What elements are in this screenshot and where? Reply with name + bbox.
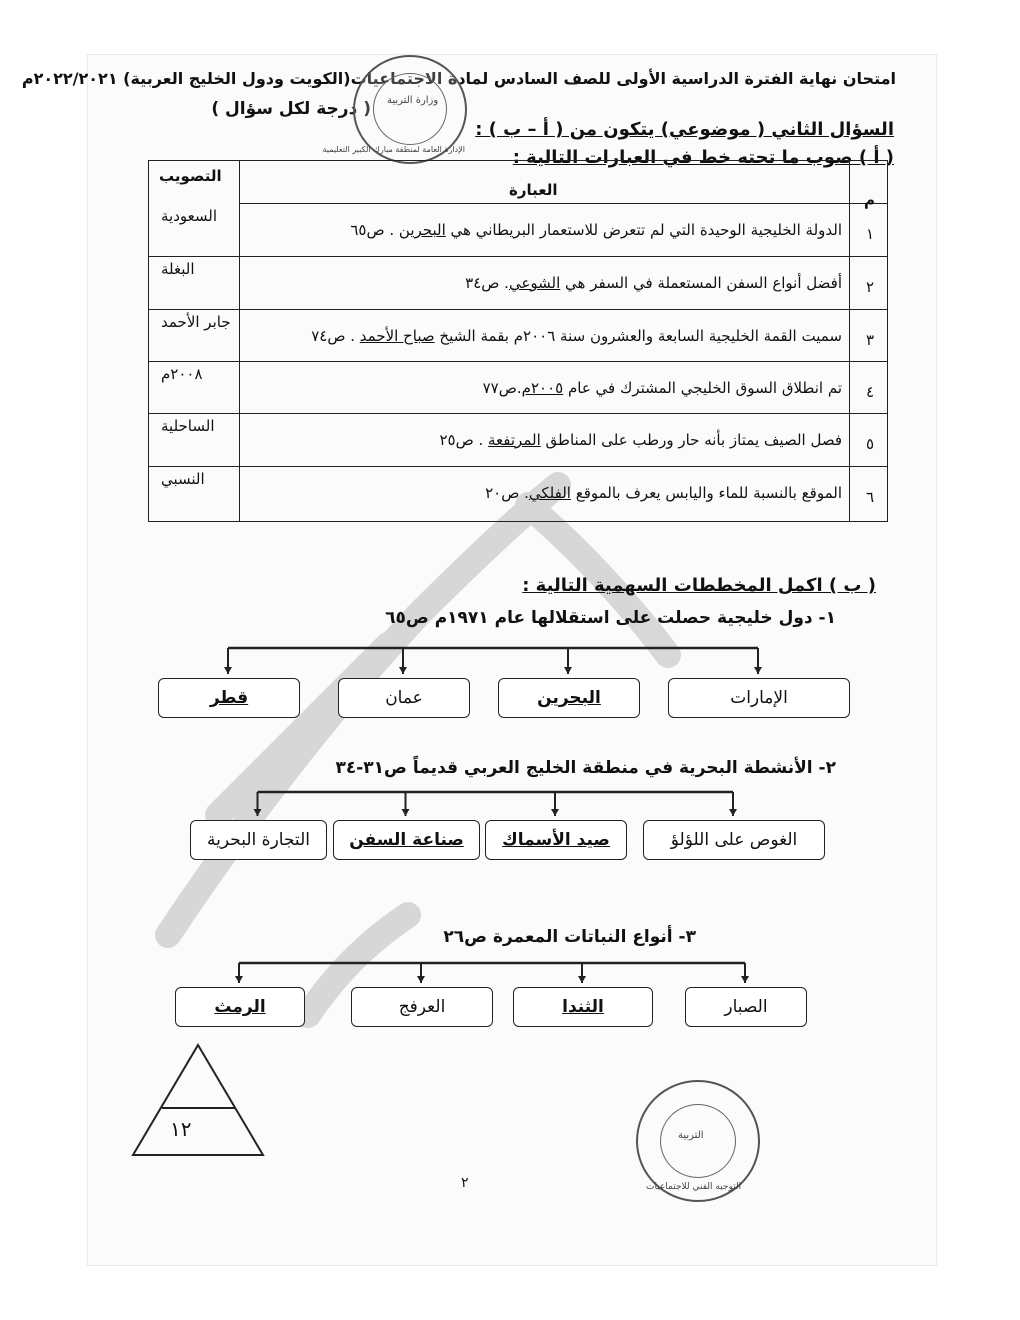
school-stamp-top: وزارة التربية الإدارة العامة لمنطقة مبارك الكبير التعليمية [353, 55, 467, 164]
row-correction: السعودية [161, 207, 218, 225]
row-correction: الساحلية [161, 417, 215, 435]
diagram-box: العرفج [351, 987, 493, 1027]
school-stamp-bottom: التربية التوجيه الفني للاجتماعيات [636, 1080, 760, 1202]
underlined-term: المرتفعة [488, 431, 541, 449]
underlined-term: البحرين [398, 221, 446, 239]
diagram-box: التجارة البحرية [190, 820, 327, 860]
col-header-statement: العبارة [509, 181, 558, 199]
diagram-box: صناعة السفن [333, 820, 480, 860]
page-number: ٢ [461, 1175, 469, 1191]
corrections-table [148, 160, 888, 522]
row-statement: الموقع بالنسبة للماء واليابس يعرف بالموقع الفلكي. ص٢٠ [485, 484, 842, 502]
diagram-box: الرمث [175, 987, 305, 1027]
row-correction: البغلة [161, 260, 195, 278]
row-correction: ٢٠٠٨م [161, 365, 203, 383]
row-correction: النسبي [161, 470, 205, 488]
diagram-box: قطر [158, 678, 300, 718]
row-correction: جابر الأحمد [161, 313, 231, 331]
underlined-term: الشوعي [508, 274, 561, 292]
underlined-term: ٢٠٠٥م [521, 379, 564, 397]
row-statement: سميت القمة الخليجية السابعة والعشرون سنة ٢٠٠٦م بقمة الشيخ صباح الأحمد . ص٧٤ [311, 327, 842, 345]
question-heading: السؤال الثاني ( موضوعي) يتكون من ( أ – ب ) : [475, 119, 894, 140]
row-number: ٢ [866, 278, 875, 296]
diagram-title: ٣- أنواع النباتات المعمرة ص٢٦ [443, 927, 696, 947]
exam-page [21, 55, 936, 1265]
row-number: ٦ [866, 488, 875, 506]
row-statement: فصل الصيف يمتاز بأنه حار ورطب على المناطق المرتفعة . ص٢٥ [439, 431, 842, 449]
diagram-box: الغوص على اللؤلؤ [643, 820, 825, 860]
row-statement: الدولة الخليجية الوحيدة التي لم تتعرض للاستعمار البريطاني هي البحرين . ص٦٥ [350, 221, 842, 239]
row-statement: أفضل أنواع السفن المستعملة في السفر هي الشوعي. ص٣٤ [465, 274, 842, 292]
diagram-title: ٢- الأنشطة البحرية في منطقة الخليج العربي قديماً ص٣١-٣٤ [335, 758, 836, 778]
col-header-num: م [864, 191, 875, 209]
part-b-title: ( ب ) اكمل المخططات السهمية التالية : [522, 575, 876, 596]
underlined-term: صباح الأحمد [359, 327, 435, 345]
row-statement: تم انطلاق السوق الخليجي المشترك في عام ٢٠٠٥م.ص٧٧ [482, 379, 842, 397]
row-number: ٥ [866, 435, 875, 453]
grade-note: ( درجة لكل سؤال ) [211, 99, 371, 119]
row-number: ١ [866, 225, 875, 243]
col-header-correction: التصويب [159, 167, 222, 185]
underlined-term: الفلكي [528, 484, 571, 502]
row-number: ٤ [866, 383, 875, 401]
part-a-title: ( أ ) صوب ما تحته خط في العبارات التالية : [512, 147, 894, 168]
score-triangle [128, 1040, 268, 1160]
diagram-title: ١- دول خليجية حصلت على استقلالها عام ١٩٧١م ص٦٥ [385, 608, 836, 628]
diagram-box: الثندا [513, 987, 653, 1027]
diagram-box: صيد الأسماك [485, 820, 627, 860]
exam-title: امتحان نهاية الفترة الدراسية الأولى للصف السادس لمادة الاجتماعيات(الكويت ودول الخليج العربية) ٢٠٢٢/٢٠٢١م [21, 69, 896, 88]
row-number: ٣ [866, 331, 875, 349]
diagram-box: البحرين [498, 678, 640, 718]
diagram-box: الصبار [685, 987, 807, 1027]
diagram-box: عمان [338, 678, 470, 718]
score-value: ١٢ [170, 1117, 192, 1141]
diagram-box: الإمارات [668, 678, 850, 718]
